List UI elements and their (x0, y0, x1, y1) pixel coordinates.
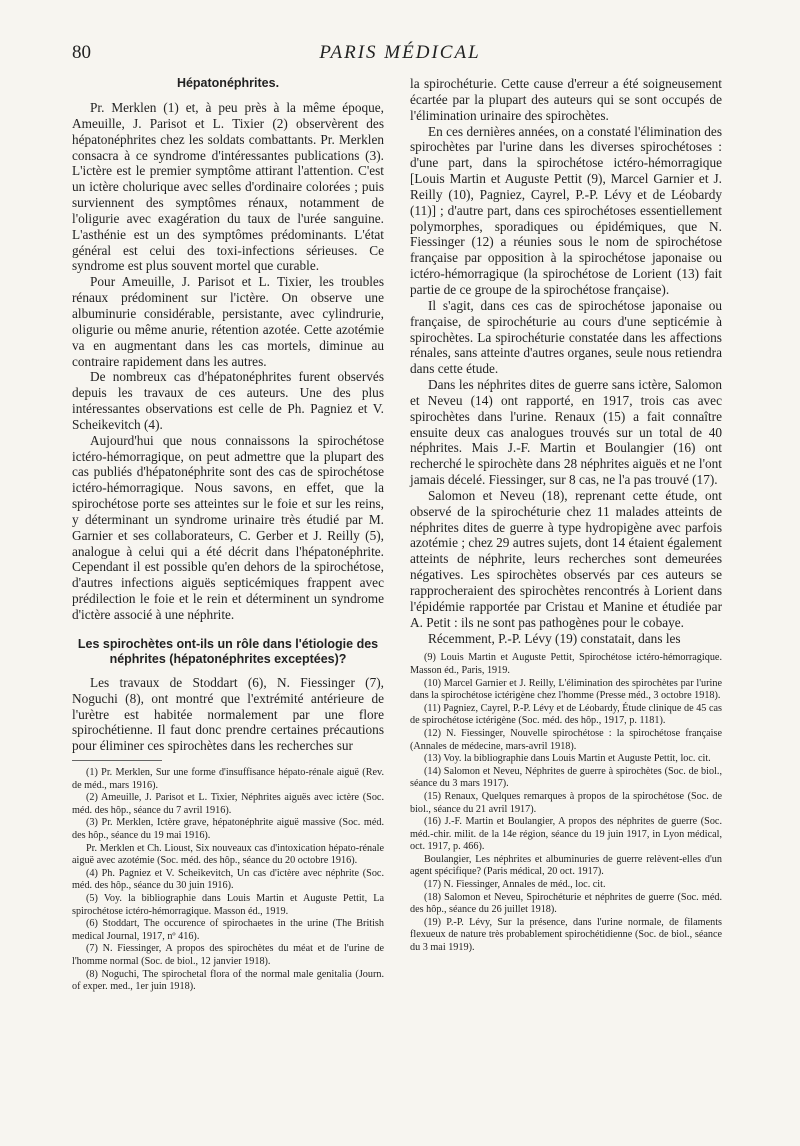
footnote: (11) Pagniez, Cayrel, P.-P. Lévy et de Léobardy, Étude clinique de 45 cas de spirochétose ictérigène (Soc. méd. des hôp., 1917, p. 1181). (410, 702, 722, 727)
paragraph: Les travaux de Stoddart (6), N. Fiessinger (7), Noguchi (8), ont montré que l'extrémité antérieure de l'urètre est habitée normalement par une flore spirochétienne. Il faut donc prendre certaines précautions pour éliminer ces spirochètes dans les recherches sur (72, 674, 384, 754)
footnote: (13) Voy. la bibliographie dans Louis Martin et Auguste Pettit, loc. cit. (424, 753, 711, 765)
footnotes-left (72, 767, 384, 994)
footnote: (9) Louis Martin et Auguste Pettit, Spirochétose ictéro-hémorragique. Masson éd., Paris, 1919. (410, 652, 722, 676)
section-heading-hepatonephrites: Hépatonéphrites. (176, 76, 280, 90)
paragraph: Salomon et Neveu (18), reprenant cette étude, ont observé de la spirochéturie chez 11 malades atteints de néphrites dites de guerre à type hydropigène avec parfois azotémie ; chez 29 autres sujets, dont 14 étaient également atteints de néphrite, leurs recherches sont demeurées négatives. Les spirochètes observés par ces auteurs se rapprocheraient des spirochètes rencontrés à Lorient dans l'épidémie rapportée par Cristau et Manine et étudiée par A. Petit : ils ne sont pas pathogènes pour le cobaye. (410, 487, 722, 630)
footnote: (5) Voy. la bibliographie dans Louis Martin et Auguste Pettit, La spirochétose ictéro-hémorragique. Masson éd., 1919. (72, 893, 384, 917)
paragraph: Dans les néphrites dites de guerre sans ictère, Salomon et Neveu (14) ont rapporté, en 1917, trois cas avec spirochètes dans l'urine. Renaux (15) a fait connaître ensuite deux cas analogues trouvés sur un total de 40 néphrites. Mais J.-F. Martin et Boulangier (16) ont recherché le spirochète dans 28 néphrites aiguës et ne l'ont jamais décelé. Fiessinger, sur 8 cas, ne l'a pas trouvé (17). (410, 377, 722, 488)
paragraph: Pr. Merklen (1) et, à peu près à la même époque, Ameuille, J. Parisot et L. Tixier (2) observèrent des hépatonéphrites chez les soldats combattants. Pr. Merklen consacra à ce syndrome d'intéressantes publications (3). L'ictère est le premier symptôme attirant l'attention. C'est un ictère cholurique avec selles d'ordinaire colorées ; puis surviennent des symptômes rénaux, notamment de l'oligurie avec exagération du taux de l'urée sanguine. L'asthénie est un des symptômes prédominants. L'état général est celui des toxi-infections sérieuses. Ce syndrome est plus souvent mortel que curable. (72, 100, 384, 274)
footnote-divider (72, 760, 162, 761)
footnote: (12) N. Fiessinger, Nouvelle spirochétose : la spirochétose française (Annales de médecine, mars-avril 1918). (410, 727, 722, 752)
footnote: Pr. Merklen et Ch. Lioust, Six nouveaux cas d'intoxication hépato-rénale aiguë avec azotémie (Soc. méd. des hôp., séance du 20 octobre 1916). (72, 842, 384, 867)
footnote: (8) Noguchi, The spirochetal flora of the normal male genitalia (Journ. of exper. med., 1er juin 1918). (72, 968, 384, 993)
footnote: (7) N. Fiessinger, A propos des spirochètes du méat et de l'urine de l'homme normal (Soc. de biol., 12 janvier 1918). (72, 943, 384, 967)
footnote: (16) J.-F. Martin et Boulangier, A propos des néphrites de guerre (Soc. méd.-chir. milit. de la 14e région, séance du 19 juin 1917, in Lyon médical, oct. 1917, p. 466). (410, 816, 722, 853)
footnote: Boulangier, Les néphrites et albuminuries de guerre relèvent-elles d'un agent spécifique? (Paris médical, 20 oct. 1917). (410, 853, 722, 878)
footnote: (15) Renaux, Quelques remarques à propos de la spirochétose (Soc. de biol., séance du 21 avril 1917). (410, 790, 722, 815)
paragraph: Récemment, P.-P. Lévy (19) constatait, dans les (428, 630, 681, 646)
page-number: 80 (72, 42, 91, 63)
paragraph: la spirochéturie. Cette cause d'erreur a été soigneusement écartée par la plupart des auteurs qui se sont occupés de l'élimination urinaire des spirochètes. (410, 76, 722, 123)
paragraph: Aujourd'hui que nous connaissons la spirochétose ictéro-hémorragique, on peut admettre que la plupart des cas publiés d'hépatonéphrite sont des cas de spirochétose ictéro-hémorragique. Nous savons, en effet, que la spirochétose porte ses atteintes sur le foie et sur les reins, y déterminant un syndrome urinaire très étudié par M. Garnier et ses collaborateurs, C. Gerber et J. Reilly (5), analogue à celui qui a été décrit dans l'hépatonéphrite. Cependant il est possible qu'en dehors de la spirochétose, d'autres infections aiguës septicémiques frappent avec prédilection le foie et le rein et déterminent un syndrome d'ictère associé à une néphrite. (72, 432, 384, 622)
journal-title: PARIS MÉDICAL (319, 42, 481, 63)
footnote: (18) Salomon et Neveu, Spirochéturie et néphrites de guerre (Soc. méd. des hôp., séance du 26 juillet 1918). (410, 891, 722, 916)
section-heading-spirochetes: Les spirochètes ont-ils un rôle dans l'étiologie des néphrites (hépatonéphrites exceptées)? (77, 636, 379, 666)
right-column (410, 76, 722, 955)
footnote: (2) Ameuille, J. Parisot et L. Tixier, Néphrites aiguës avec ictère (Soc. méd. des hôp., séance du 7 avril 1916). (72, 792, 384, 816)
footnote: (14) Salomon et Neveu, Néphrites de guerre à spirochètes (Soc. de biol., séance du 3 mars 1917). (410, 765, 722, 790)
paragraph: De nombreux cas d'hépatonéphrites furent observés depuis les travaux de ces auteurs. Une des plus intéressantes observations est celle de Ph. Pagniez et V. Scheikevitch (4). (72, 369, 384, 432)
paragraph: Pour Ameuille, J. Parisot et L. Tixier, les troubles rénaux prédominent sur l'ictère. On observe une albuminurie considérable, persistante, avec cylindrurie, oligurie ou même anurie, rétention azotée. Cette azotémie va en augmentant dans les cas mortels, diminue au contraire rapidement dans les autres. (72, 274, 384, 369)
paragraph: En ces dernières années, on a constaté l'élimination des spirochètes par l'urine dans les diverses spirochétoses : d'une part, dans la spirochétose ictéro-hémorragique [Louis Martin et Auguste Pettit (9), Marcel Garnier et J. Reilly (10), Pagniez, Cayrel, P.-P. Lévy et de Léobardy (11)] ; d'autre part, dans ces spirochétoses essentiellement polymorphes, sporadiques ou épidémiques, que N. Fiessinger (12) a réunies sous le nom de spirochétose française par opposition à la spirochétose japonaise ou ictéro-hémorragique (la spirochétose de Lorient (13) fait partie de ce groupe de la spirochétose française). (410, 123, 722, 297)
footnote: (1) Pr. Merklen, Sur une forme d'insuffisance hépato-rénale aiguë (Rev. de méd., mars 1916). (72, 767, 384, 791)
footnote: (17) N. Fiessinger, Annales de méd., loc. cit. (424, 879, 606, 891)
footnote: (3) Pr. Merklen, Ictère grave, hépatonéphrite aiguë massive (Soc. méd. des hôp., séance du 19 mai 1916). (72, 817, 384, 842)
footnote: (4) Ph. Pagniez et V. Scheikevitch, Un cas d'ictère avec néphrite (Soc. méd. des hôp., séance du 30 juin 1916). (72, 867, 384, 892)
paragraph: Il s'agit, dans ces cas de spirochétose japonaise ou française, de spirochéturie au cours d'une septicémie à spirochètes. La spirochéturie constatée dans les affections rénales, sans atteinte d'autres organes, seule nous retiendra dans cette étude. (410, 297, 722, 377)
footnote: (10) Marcel Garnier et J. Reilly, L'élimination des spirochètes par l'urine dans la spirochétose ictérigène chez l'homme (Presse méd., 3 octobre 1918). (410, 677, 722, 702)
footnotes-right (410, 652, 722, 954)
footnote: (6) Stoddart, The occurence of spirochaetes in the urine (The British medical Journal, 1917, nº 416). (72, 918, 384, 942)
left-column (72, 76, 384, 994)
footnote: (19) P.-P. Lévy, Sur la présence, dans l'urine normale, de filaments flexueux de nature très probablement spirochétidienne (Soc. de biol., séance du 3 mai 1919). (410, 916, 722, 954)
